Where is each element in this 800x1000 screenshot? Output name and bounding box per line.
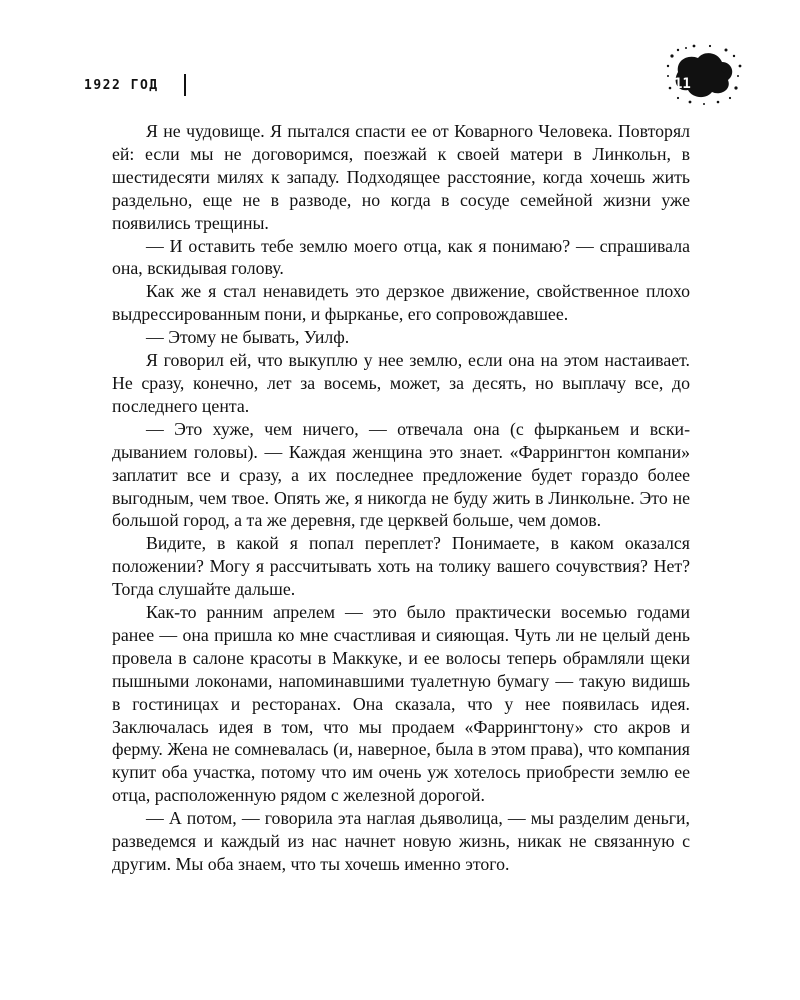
paragraph: — И оставить тебе землю моего отца, как я понимаю? — спрашивала она, вскидывая голову. [112,235,690,279]
paragraph: Видите, в какой я попал переплет? Понимаете, в каком оказался положении? Могу я рассчитывать хоть на толику вашего сочувствия? Нет? Тогда слушайте дальше. [112,533,690,600]
body-text [112,120,690,876]
paragraph: Я не чудовище. Я пытался спасти ее от Коварного Человека. Повторял ей: если мы не договоримся, поезжай к своей матери в Линкольн, в шестидесяти милях к западу. Подходящее расстояние, когда хочешь жить раздельно, еще не в разводе, но когда в сосуде семейной жизни уже появились трещины. [112,121,690,233]
paragraph: Как-то ранним апрелем — это было практически восемью годами ранее — она пришла ко мне счастливая и сияющая. Чуть ли не целый день провела в салоне красоты в Маккуке, и ее волосы теперь обрамляли щеки пышными локонами, напоминавшими туалетную бумагу — такую видишь в гостиницах и ресторанах. Она сказала, что у нее появилась идея. Заключалась идея в том, что мы продаем «Фаррингтону» сто акров и ферму. Жена не сомневалась (и, наверное, была в этом права), что компания купит оба участка, потому что им очень уж хотелось приобрести землю ее отца, расположенную рядом с железной дорогой. [112,602,690,806]
header-divider [184,74,186,96]
page-number: 11 [674,76,691,92]
paragraph: — Этому не бывать, Уилф. [146,327,350,348]
running-head: 1922 ГОД [84,78,159,93]
ink-blot-icon [664,42,744,106]
paragraph: — Это хуже, чем ничего, — отвечала она (с фырканьем и вскидыванием головы). — Каждая женщина это знает. «Фаррингтон компани» заплатит все и сразу, а их последнее предложение будет гораздо более выгодным, чем твое. Опять же, я никогда не буду жить в Линкольне. Это не большой город, а та же деревня, где церквей больше, чем домов. [112,418,690,531]
paragraph: — А потом, — говорила эта наглая дьяволица, — мы разделим деньги, разведемся и каждый из нас начнет новую жизнь, никак не связанную с другим. Мы оба знаем, что ты хочешь именно этого. [112,808,690,874]
paragraph: Я говорил ей, что выкуплю у нее землю, если она на этом настаивает. Не сразу, конечно, лет за восемь, может, за десять, но выплачу все, до последнего цента. [112,350,690,416]
paragraph: Как же я стал ненавидеть это дерзкое движение, свойственное плохо выдрессированным пони, и фырканье, его сопровождавшее. [112,281,690,325]
page-header [84,72,724,102]
